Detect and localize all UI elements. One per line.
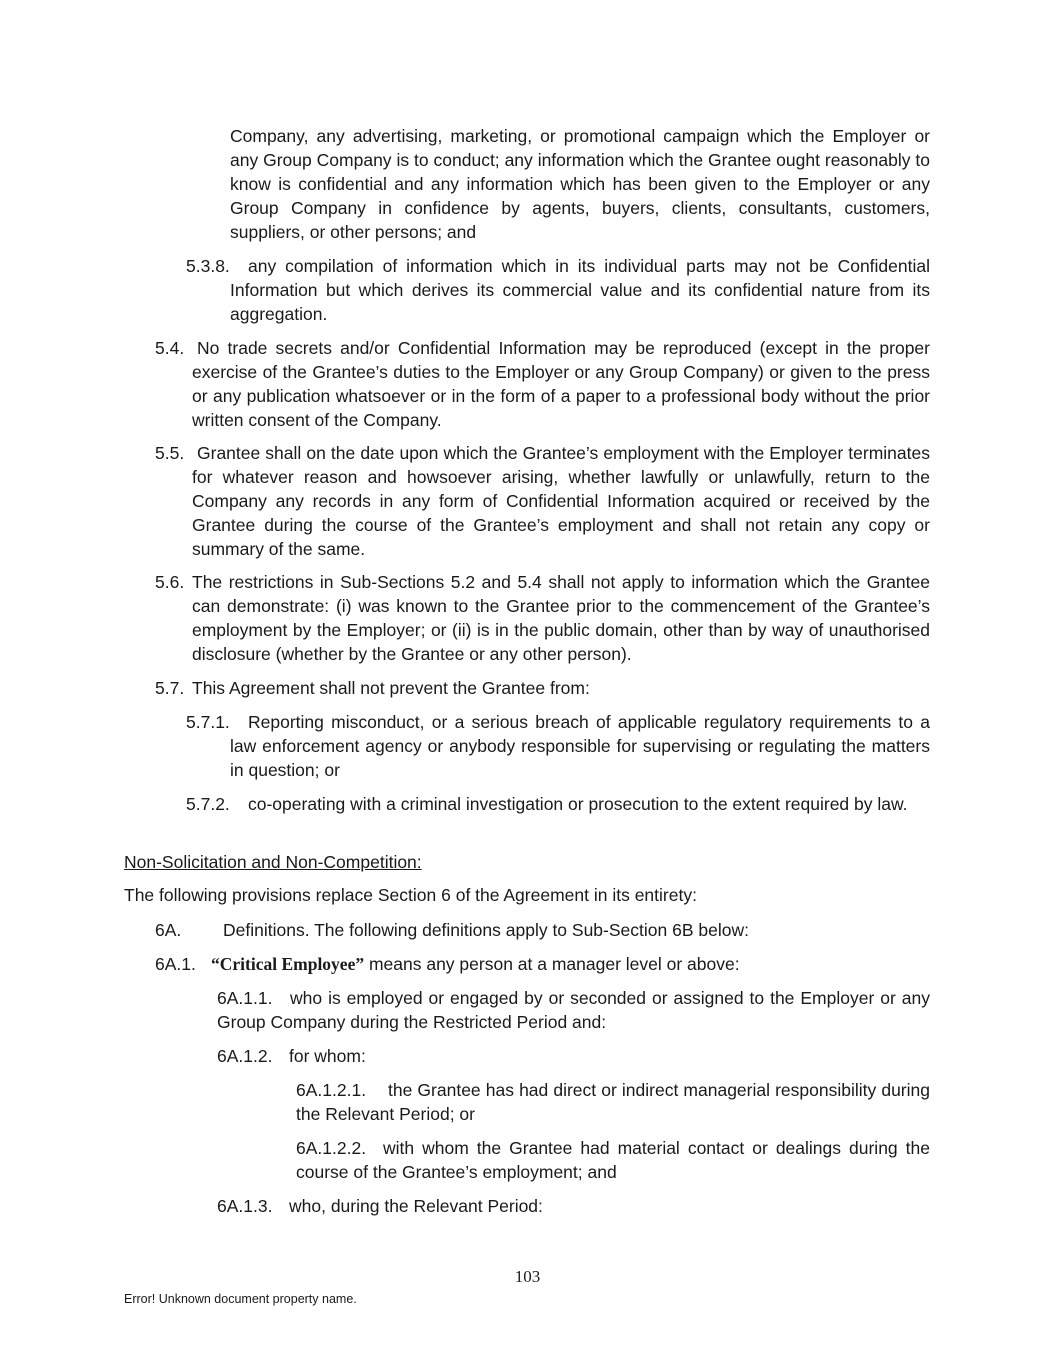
clause-number: 5.5. [155,443,185,463]
clause-number: 5.7. [155,678,185,698]
clause-5-3-8-text: any compilation of information which in its individual parts may not be Confidential Information but which derives its commercial value and its confidential nature from its aggregation. [230,256,930,324]
clause-number: 5.7.2. [186,794,230,814]
footer-error-text: Error! Unknown document property name. [124,1292,357,1306]
clause-number: 6A.1.2.2. [296,1138,367,1158]
clause-number: 5.3.8. [186,256,230,276]
clause-6A-1-2-1-text: the Grantee has had direct or indirect managerial responsibility during the Relevant Period; or [296,1080,930,1124]
clause-number: 6A.1.2.1. [296,1080,367,1100]
section-heading: Non-Solicitation and Non-Competition: [124,852,422,872]
clause-6A-1-text: means any person at a manager level or above: [364,954,740,974]
clause-5-7-text: This Agreement shall not prevent the Grantee from: [192,678,590,698]
clause-5-6-text: The restrictions in Sub-Sections 5.2 and 5.4 shall not apply to information which the Grantee can demonstrate: (i) was known to the Grantee prior to the commencement of the Grantee’s employment by the Employer; or (ii) is in the public domain, other than by way of unauthorised disclosure (whether by the Grantee or any other person). [192,572,930,664]
section-intro: The following provisions replace Section 6 of the Agreement in its entirety: [124,885,697,905]
page-number: 103 [514,1267,541,1286]
clause-number: 6A.1.2. [217,1046,273,1066]
clause-number: 6A.1.3. [217,1196,273,1216]
continued-paragraph: Company, any advertising, marketing, or promotional campaign which the Employer or any Group Company is to conduct; any information which the Grantee ought reasonably to know is confidential and any information which has been given to the Employer or any Group Company in confidence by agents, buyers, clients, consultants, customers, suppliers, or other persons; and [230,126,930,242]
clause-number: 5.6. [155,572,185,592]
clause-number: 5.4. [155,338,185,358]
clause-6A-1-3-text: who, during the Relevant Period: [289,1196,543,1216]
clause-number: 6A. [155,920,182,940]
clause-5-7-2-text: co-operating with a criminal investigation or prosecution to the extent required by law. [248,794,908,814]
defined-term: “Critical Employee” [211,954,365,974]
clause-6A-1 [211,952,930,976]
clause-number: 5.7.1. [186,712,230,732]
clause-6A-text: Definitions. The following definitions apply to Sub-Section 6B below: [223,920,749,940]
clause-5-7-1-text: Reporting misconduct, or a serious breach of applicable regulatory requirements to a law enforcement agency or anybody responsible for supervising or regulating the matters in question; or [230,712,930,780]
clause-5-5-text: Grantee shall on the date upon which the Grantee’s employment with the Employer terminates for whatever reason and howsoever arising, whether lawfully or unlawfully, return to the Company any records in any form of Confidential Information acquired or received by the Grantee during the course of the Grantee’s employment and shall not retain any copy or summary of the same. [192,443,930,559]
clause-6A-1-2-2-text: with whom the Grantee had material contact or dealings during the course of the Grantee’s employment; and [296,1138,930,1182]
clause-number: 6A.1. [155,954,196,974]
clause-6A-1-1-text: who is employed or engaged by or seconded or assigned to the Employer or any Group Company during the Restricted Period and: [217,988,930,1032]
clause-5-4-text: No trade secrets and/or Confidential Information may be reproduced (except in the proper exercise of the Grantee’s duties to the Employer or any Group Company) or given to the press or any publication whatsoever or in the form of a paper to a professional body without the prior written consent of the Company. [192,338,930,430]
clause-6A-1-2-text: for whom: [289,1046,366,1066]
clause-number: 6A.1.1. [217,988,273,1008]
